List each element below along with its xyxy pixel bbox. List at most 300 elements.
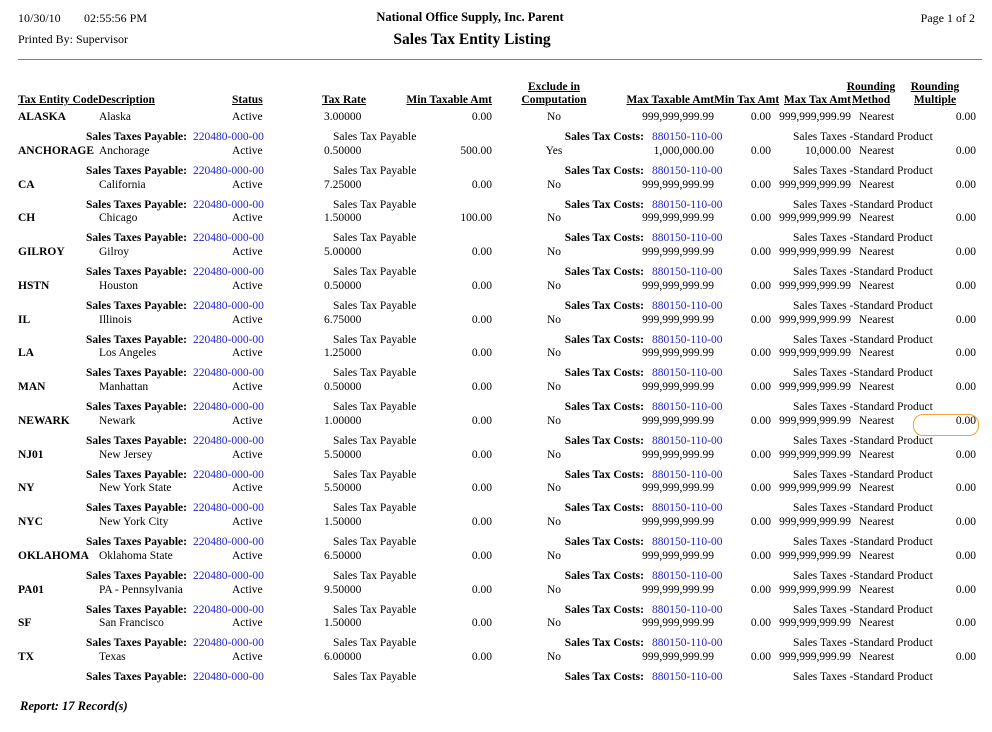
sales-taxes-payable-label: Sales Taxes Payable: — [86, 468, 187, 481]
sales-taxes-payable-label: Sales Taxes Payable: — [86, 569, 187, 582]
cell-max-taxable-amt: 999,999,999.99 — [642, 549, 714, 562]
sales-tax-costs-label: Sales Tax Costs: — [564, 198, 644, 211]
cell-tax-rate: 3.00000 — [324, 111, 362, 123]
payable-account-link[interactable]: 220480-000-00 — [193, 299, 264, 312]
cell-status: Active — [232, 651, 263, 663]
payable-account-description: Sales Tax Payable — [333, 569, 417, 582]
cell-tax-entity-code: TX — [18, 651, 34, 663]
costs-account-link[interactable]: 880150-110-00 — [652, 603, 723, 616]
cell-min-taxable-amt: 0.00 — [471, 381, 492, 393]
costs-account-link[interactable]: 880150-110-00 — [652, 468, 723, 481]
cell-description: Los Angeles — [99, 347, 157, 360]
cell-min-taxable-amt: 0.00 — [471, 414, 492, 427]
cell-rounding-method: Nearest — [859, 144, 895, 157]
costs-account-description: Sales Taxes -Standard Product — [793, 637, 933, 650]
payable-account-link[interactable]: 220480-000-00 — [193, 401, 264, 413]
payable-account-description: Sales Tax Payable — [333, 434, 417, 447]
sales-taxes-payable-label: Sales Taxes Payable: — [86, 637, 187, 650]
payable-account-description: Sales Tax Payable — [333, 502, 417, 515]
gl-accounts-detail-row — [0, 502, 992, 516]
costs-account-description: Sales Taxes -Standard Product — [793, 603, 933, 616]
cell-exclude-in-computation: No — [546, 549, 562, 562]
costs-account-description: Sales Taxes -Standard Product — [793, 333, 933, 346]
sales-taxes-payable-label: Sales Taxes Payable: — [86, 131, 187, 143]
cell-max-taxable-amt: 999,999,999.99 — [642, 482, 714, 495]
sales-tax-costs-label: Sales Tax Costs: — [564, 333, 644, 346]
sales-tax-costs-label: Sales Tax Costs: — [564, 131, 644, 143]
gl-accounts-detail-row — [0, 266, 992, 280]
cell-tax-entity-code: HSTN — [18, 279, 50, 292]
payable-account-link[interactable]: 220480-000-00 — [193, 468, 264, 481]
sales-tax-costs-label: Sales Tax Costs: — [564, 603, 644, 616]
column-header-max-tax-amt: Max Tax Amt — [783, 94, 851, 106]
payable-account-description: Sales Tax Payable — [333, 671, 417, 683]
gl-accounts-detail-row — [0, 604, 992, 618]
sales-tax-costs-label: Sales Tax Costs: — [564, 468, 644, 481]
cell-max-taxable-amt: 999,999,999.99 — [642, 414, 714, 427]
cell-max-taxable-amt: 999,999,999.99 — [642, 279, 714, 292]
sales-taxes-payable-label: Sales Taxes Payable: — [86, 266, 187, 278]
cell-min-tax-amt: 0.00 — [750, 414, 771, 427]
table-row — [0, 246, 992, 280]
cell-rounding-multiple: 0.00 — [955, 482, 976, 495]
table-row — [0, 617, 992, 651]
sales-tax-costs-label: Sales Tax Costs: — [564, 434, 644, 447]
sales-taxes-payable-label: Sales Taxes Payable: — [86, 502, 187, 515]
payable-account-link[interactable]: 220480-000-00 — [193, 164, 264, 177]
payable-account-description: Sales Tax Payable — [333, 536, 417, 548]
cell-min-taxable-amt: 0.00 — [471, 313, 492, 326]
cell-min-tax-amt: 0.00 — [750, 246, 771, 258]
column-header-tax-entity-code: Tax Entity Code — [18, 94, 99, 106]
entity-main-row — [0, 179, 992, 193]
cell-exclude-in-computation: No — [546, 313, 562, 326]
cell-max-tax-amt: 999,999,999.99 — [779, 313, 851, 326]
cell-exclude-in-computation: No — [546, 279, 562, 292]
cell-tax-entity-code: IL — [18, 313, 31, 326]
cell-rounding-multiple: 0.00 — [955, 144, 976, 157]
column-header-min-tax-amt: Min Tax Amt — [714, 94, 780, 106]
cell-exclude-in-computation: No — [546, 212, 562, 225]
cell-min-taxable-amt: 0.00 — [471, 617, 492, 630]
cell-max-tax-amt: 999,999,999.99 — [779, 516, 851, 528]
costs-account-description: Sales Taxes -Standard Product — [793, 266, 933, 278]
report-time: 02:55:56 PM — [84, 11, 148, 25]
cell-min-tax-amt: 0.00 — [750, 482, 771, 495]
costs-account-link[interactable]: 880150-110-00 — [652, 164, 723, 177]
cell-min-taxable-amt: 0.00 — [471, 279, 492, 292]
costs-account-link[interactable]: 880150-110-00 — [652, 333, 723, 346]
cell-status: Active — [232, 178, 263, 191]
costs-account-description: Sales Taxes -Standard Product — [793, 536, 933, 548]
cell-max-taxable-amt: 1,000,000.00 — [653, 144, 714, 157]
cell-min-taxable-amt: 0.00 — [471, 651, 492, 663]
entity-main-row — [0, 651, 992, 665]
table-row — [0, 381, 992, 415]
payable-account-link[interactable]: 220480-000-00 — [193, 569, 264, 582]
cell-exclude-in-computation: Yes — [545, 144, 563, 157]
cell-max-taxable-amt: 999,999,999.99 — [642, 246, 714, 258]
printed-by-label: Printed By: Supervisor — [18, 32, 128, 46]
cell-min-tax-amt: 0.00 — [750, 549, 771, 562]
cell-max-tax-amt: 999,999,999.99 — [779, 448, 851, 461]
payable-account-link[interactable]: 220480-000-00 — [193, 367, 264, 380]
sales-tax-costs-label: Sales Tax Costs: — [564, 266, 644, 278]
sales-taxes-payable-label: Sales Taxes Payable: — [86, 164, 187, 177]
costs-account-link[interactable]: 880150-110-00 — [652, 131, 723, 143]
cell-tax-rate: 1.50000 — [324, 617, 362, 630]
cell-exclude-in-computation: No — [546, 111, 562, 123]
sales-taxes-payable-label: Sales Taxes Payable: — [86, 333, 187, 346]
table-row — [0, 111, 992, 145]
cell-tax-rate: 6.00000 — [324, 651, 362, 663]
cell-max-tax-amt: 999,999,999.99 — [779, 549, 851, 562]
costs-account-link[interactable]: 880150-110-00 — [652, 266, 723, 278]
costs-account-link[interactable]: 880150-110-00 — [652, 198, 723, 211]
column-header-rounding-multiple: Rounding Multiple — [910, 81, 960, 106]
payable-account-link[interactable]: 220480-000-00 — [193, 502, 264, 515]
costs-account-description: Sales Taxes -Standard Product — [793, 502, 933, 515]
sales-tax-costs-label: Sales Tax Costs: — [564, 536, 644, 548]
costs-account-description: Sales Taxes -Standard Product — [793, 164, 933, 177]
cell-description: Chicago — [99, 212, 138, 225]
cell-tax-entity-code: ALASKA — [18, 111, 66, 123]
cell-rounding-multiple: 0.00 — [955, 549, 976, 562]
gl-accounts-detail-row — [0, 469, 992, 483]
cell-min-taxable-amt: 0.00 — [471, 549, 492, 562]
entity-main-row — [0, 212, 992, 226]
cell-exclude-in-computation: No — [546, 246, 562, 258]
cell-rounding-method: Nearest — [859, 651, 895, 663]
entity-main-row — [0, 111, 992, 125]
cell-min-tax-amt: 0.00 — [750, 583, 771, 596]
cell-max-tax-amt: 999,999,999.99 — [779, 279, 851, 292]
sales-tax-costs-label: Sales Tax Costs: — [564, 232, 644, 245]
cell-rounding-method: Nearest — [859, 111, 895, 123]
cell-tax-entity-code: OKLAHOMA — [18, 549, 89, 562]
table-row — [0, 280, 992, 314]
cell-exclude-in-computation: No — [546, 414, 562, 427]
gl-accounts-detail-row — [0, 401, 992, 415]
payable-account-link[interactable]: 220480-000-00 — [193, 603, 264, 616]
cell-rounding-multiple: 0.00 — [955, 347, 976, 360]
cell-tax-rate: 6.75000 — [324, 313, 362, 326]
cell-max-taxable-amt: 999,999,999.99 — [642, 178, 714, 191]
cell-tax-entity-code: NY — [18, 482, 35, 495]
cell-max-taxable-amt: 999,999,999.99 — [642, 313, 714, 326]
cell-rounding-multiple: 0.00 — [955, 111, 976, 123]
cell-min-taxable-amt: 0.00 — [471, 583, 492, 596]
sales-taxes-payable-label: Sales Taxes Payable: — [86, 232, 187, 245]
cell-tax-entity-code: SF — [18, 617, 32, 630]
payable-account-description: Sales Tax Payable — [333, 266, 417, 278]
column-header-min-taxable-amt: Min Taxable Amt — [406, 94, 492, 106]
cell-tax-rate: 5.50000 — [324, 448, 362, 461]
costs-account-description: Sales Taxes -Standard Product — [793, 367, 933, 380]
cell-min-taxable-amt: 100.00 — [460, 212, 492, 225]
cell-min-taxable-amt: 500.00 — [460, 144, 492, 157]
payable-account-description: Sales Tax Payable — [333, 401, 417, 413]
cell-rounding-method: Nearest — [859, 583, 895, 596]
entity-main-row — [0, 246, 992, 260]
sales-taxes-payable-label: Sales Taxes Payable: — [86, 536, 187, 548]
cell-min-tax-amt: 0.00 — [750, 178, 771, 191]
cell-exclude-in-computation: No — [546, 178, 562, 191]
cell-rounding-method: Nearest — [859, 279, 895, 292]
cell-rounding-multiple: 0.00 — [955, 178, 976, 191]
cell-min-taxable-amt: 0.00 — [471, 246, 492, 258]
cell-description: Manhattan — [99, 381, 149, 393]
payable-account-link[interactable]: 220480-000-00 — [193, 232, 264, 245]
cell-min-tax-amt: 0.00 — [750, 516, 771, 528]
cell-description: New Jersey — [99, 448, 153, 461]
cell-min-taxable-amt: 0.00 — [471, 448, 492, 461]
sales-tax-costs-label: Sales Tax Costs: — [564, 637, 644, 650]
cell-tax-rate: 0.50000 — [324, 381, 362, 393]
cell-description: Gilroy — [99, 246, 130, 258]
payable-account-link[interactable]: 220480-000-00 — [193, 434, 264, 447]
entity-main-row — [0, 415, 992, 429]
payable-account-description: Sales Tax Payable — [333, 637, 417, 650]
cell-status: Active — [232, 381, 263, 393]
gl-accounts-detail-row — [0, 671, 992, 685]
payable-account-link[interactable]: 220480-000-00 — [193, 198, 264, 211]
sales-taxes-payable-label: Sales Taxes Payable: — [86, 603, 187, 616]
cell-min-tax-amt: 0.00 — [750, 144, 771, 157]
sales-taxes-payable-label: Sales Taxes Payable: — [86, 367, 187, 380]
table-row — [0, 145, 992, 179]
costs-account-link[interactable]: 880150-110-00 — [652, 367, 723, 380]
report-title: Sales Tax Entity Listing — [393, 31, 551, 48]
cell-max-taxable-amt: 999,999,999.99 — [642, 448, 714, 461]
cell-rounding-method: Nearest — [859, 212, 895, 225]
payable-account-link[interactable]: 220480-000-00 — [193, 266, 264, 278]
sales-taxes-payable-label: Sales Taxes Payable: — [86, 434, 187, 447]
entity-main-row — [0, 617, 992, 631]
costs-account-link[interactable]: 880150-110-00 — [652, 502, 723, 515]
cell-tax-rate: 7.25000 — [324, 178, 362, 191]
cell-rounding-method: Nearest — [859, 549, 895, 562]
cell-max-tax-amt: 999,999,999.99 — [779, 414, 851, 427]
cell-min-taxable-amt: 0.00 — [471, 516, 492, 528]
costs-account-link[interactable]: 880150-110-00 — [652, 569, 723, 582]
cell-rounding-method: Nearest — [859, 313, 895, 326]
cell-rounding-multiple: 0.00 — [955, 212, 976, 225]
costs-account-link[interactable]: 880150-110-00 — [652, 299, 723, 312]
cell-max-tax-amt: 999,999,999.99 — [779, 178, 851, 191]
cell-max-tax-amt: 999,999,999.99 — [779, 381, 851, 393]
cell-status: Active — [232, 482, 263, 495]
cell-description: Texas — [99, 651, 126, 663]
cell-min-tax-amt: 0.00 — [750, 347, 771, 360]
payable-account-link[interactable]: 220480-000-00 — [193, 333, 264, 346]
payable-account-description: Sales Tax Payable — [333, 468, 417, 481]
cell-tax-rate: 1.50000 — [324, 516, 362, 528]
table-row — [0, 347, 992, 381]
cell-description: Newark — [99, 414, 136, 427]
gl-accounts-detail-row — [0, 367, 992, 381]
cell-rounding-multiple: 0.00 — [955, 414, 976, 427]
cell-rounding-multiple: 0.00 — [955, 617, 976, 630]
cell-rounding-multiple: 0.00 — [955, 583, 976, 596]
entity-main-row — [0, 314, 992, 328]
cell-tax-entity-code: NEWARK — [18, 414, 70, 427]
cell-tax-entity-code: CH — [18, 212, 36, 225]
cell-exclude-in-computation: No — [546, 347, 562, 360]
column-header-max-taxable-amt: Max Taxable Amt — [626, 94, 714, 106]
column-header-rounding-method: Rounding Method — [846, 81, 896, 106]
payable-account-description: Sales Tax Payable — [333, 131, 417, 143]
cell-rounding-multiple: 0.00 — [955, 651, 976, 663]
cell-rounding-method: Nearest — [859, 246, 895, 258]
cell-max-tax-amt: 999,999,999.99 — [779, 212, 851, 225]
cell-tax-rate: 5.50000 — [324, 482, 362, 495]
table-row — [0, 584, 992, 618]
cell-rounding-multiple: 0.00 — [955, 313, 976, 326]
table-row — [0, 415, 992, 449]
cell-status: Active — [232, 347, 263, 360]
entity-main-row — [0, 280, 992, 294]
cell-tax-rate: 5.00000 — [324, 246, 362, 258]
costs-account-link[interactable]: 880150-110-00 — [652, 637, 723, 650]
cell-max-taxable-amt: 999,999,999.99 — [642, 111, 714, 123]
cell-exclude-in-computation: No — [546, 583, 562, 596]
cell-rounding-multiple: 0.00 — [955, 246, 976, 258]
cell-tax-rate: 0.50000 — [324, 144, 362, 157]
cell-min-tax-amt: 0.00 — [750, 448, 771, 461]
costs-account-description: Sales Taxes -Standard Product — [793, 468, 933, 481]
costs-account-description: Sales Taxes -Standard Product — [793, 232, 933, 245]
costs-account-link[interactable]: 880150-110-00 — [652, 671, 723, 683]
payable-account-link[interactable]: 220480-000-00 — [193, 131, 264, 143]
cell-tax-rate: 1.25000 — [324, 347, 362, 360]
sales-taxes-payable-label: Sales Taxes Payable: — [86, 198, 187, 211]
cell-exclude-in-computation: No — [546, 651, 562, 663]
record-count-footer: Report: 17 Record(s) — [20, 699, 128, 713]
company-name: National Office Supply, Inc. Parent — [376, 10, 564, 24]
entity-main-row — [0, 145, 992, 159]
cell-max-taxable-amt: 999,999,999.99 — [642, 651, 714, 663]
cell-rounding-method: Nearest — [859, 482, 895, 495]
table-row — [0, 314, 992, 348]
cell-rounding-method: Nearest — [859, 448, 895, 461]
cell-max-tax-amt: 999,999,999.99 — [779, 246, 851, 258]
costs-account-link[interactable]: 880150-110-00 — [652, 232, 723, 245]
cell-min-taxable-amt: 0.00 — [471, 482, 492, 495]
cell-rounding-method: Nearest — [859, 381, 895, 393]
cell-max-tax-amt: 999,999,999.99 — [779, 482, 851, 495]
cell-max-tax-amt: 999,999,999.99 — [779, 111, 851, 123]
payable-account-description: Sales Tax Payable — [333, 333, 417, 346]
sales-tax-costs-label: Sales Tax Costs: — [564, 569, 644, 582]
gl-accounts-detail-row — [0, 637, 992, 651]
cell-status: Active — [232, 144, 263, 157]
cell-rounding-multiple: 0.00 — [955, 381, 976, 393]
payable-account-description: Sales Tax Payable — [333, 367, 417, 380]
entity-main-row — [0, 347, 992, 361]
costs-account-description: Sales Taxes -Standard Product — [793, 569, 933, 582]
cell-max-tax-amt: 999,999,999.99 — [779, 583, 851, 596]
entity-main-row — [0, 381, 992, 395]
cell-description: Alaska — [99, 111, 131, 123]
table-row — [0, 482, 992, 516]
cell-description: Illinois — [99, 313, 132, 326]
cell-status: Active — [232, 212, 263, 225]
column-header-description: Description — [98, 94, 155, 106]
table-row — [0, 550, 992, 584]
page-indicator: Page 1 of 2 — [920, 11, 975, 25]
cell-status: Active — [232, 111, 263, 123]
costs-account-link[interactable]: 880150-110-00 — [652, 401, 723, 413]
costs-account-description: Sales Taxes -Standard Product — [793, 671, 933, 683]
cell-tax-entity-code: NJ01 — [18, 448, 44, 461]
cell-exclude-in-computation: No — [546, 482, 562, 495]
cell-description: California — [99, 178, 146, 191]
cell-description: Anchorage — [99, 144, 150, 157]
payable-account-description: Sales Tax Payable — [333, 164, 417, 177]
gl-accounts-detail-row — [0, 536, 992, 550]
cell-rounding-multiple: 0.00 — [955, 279, 976, 292]
costs-account-link[interactable]: 880150-110-00 — [652, 536, 723, 548]
entity-main-row — [0, 584, 992, 598]
table-row — [0, 516, 992, 550]
cell-max-taxable-amt: 999,999,999.99 — [642, 516, 714, 528]
costs-account-link[interactable]: 880150-110-00 — [652, 434, 723, 447]
payable-account-link[interactable]: 220480-000-00 — [193, 671, 264, 683]
table-row — [0, 179, 992, 213]
cell-tax-rate: 1.50000 — [324, 212, 362, 225]
cell-status: Active — [232, 279, 263, 292]
cell-tax-entity-code: LA — [18, 347, 34, 360]
sales-taxes-payable-label: Sales Taxes Payable: — [86, 401, 187, 413]
costs-account-description: Sales Taxes -Standard Product — [793, 131, 933, 143]
column-header-tax-rate: Tax Rate — [322, 94, 366, 106]
cell-tax-rate: 9.50000 — [324, 583, 362, 596]
cell-min-taxable-amt: 0.00 — [471, 178, 492, 191]
column-header-status: Status — [232, 94, 263, 106]
column-header-exclude-in-computation: Exclude in Computation — [521, 81, 587, 106]
entity-main-row — [0, 482, 992, 496]
payable-account-link[interactable]: 220480-000-00 — [193, 536, 264, 548]
gl-accounts-detail-row — [0, 131, 992, 145]
cell-min-tax-amt: 0.00 — [750, 617, 771, 630]
sales-tax-costs-label: Sales Tax Costs: — [564, 299, 644, 312]
sales-taxes-payable-label: Sales Taxes Payable: — [86, 671, 187, 683]
cell-rounding-method: Nearest — [859, 414, 895, 427]
cell-status: Active — [232, 549, 263, 562]
table-row — [0, 449, 992, 483]
entity-main-row — [0, 449, 992, 463]
cell-tax-entity-code: MAN — [18, 381, 46, 393]
cell-tax-entity-code: CA — [18, 178, 35, 191]
cell-max-tax-amt: 999,999,999.99 — [779, 651, 851, 663]
gl-accounts-detail-row — [0, 300, 992, 314]
cell-rounding-method: Nearest — [859, 617, 895, 630]
cell-exclude-in-computation: No — [546, 381, 562, 393]
cell-description: New York State — [99, 482, 172, 495]
entity-main-row — [0, 516, 992, 530]
payable-account-link[interactable]: 220480-000-00 — [193, 637, 264, 650]
cell-rounding-multiple: 0.00 — [955, 516, 976, 528]
payable-account-description: Sales Tax Payable — [333, 232, 417, 245]
cell-description: San Francisco — [99, 617, 164, 630]
entity-main-row — [0, 550, 992, 564]
cell-min-tax-amt: 0.00 — [750, 279, 771, 292]
cell-min-tax-amt: 0.00 — [750, 381, 771, 393]
payable-account-description: Sales Tax Payable — [333, 299, 417, 312]
table-row — [0, 212, 992, 246]
cell-rounding-multiple: 0.00 — [955, 448, 976, 461]
